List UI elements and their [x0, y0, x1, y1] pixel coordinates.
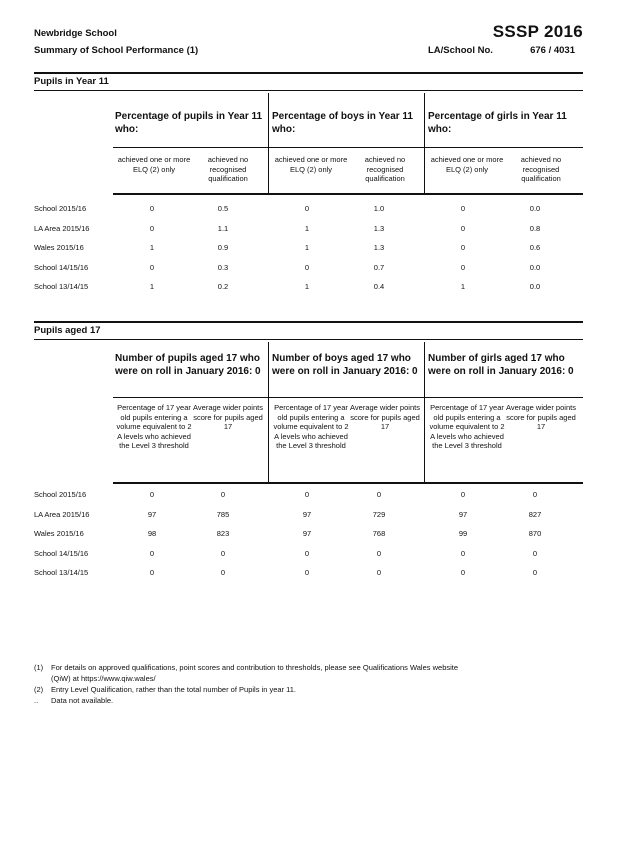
table-cell: 97 [458, 509, 468, 519]
table-cell: 1 [460, 282, 466, 291]
row-label: LA Area 2015/16 [34, 509, 90, 519]
table-cell: 1.3 [373, 243, 385, 252]
table-cell: 0 [304, 548, 310, 558]
table-cell: 0.8 [529, 223, 541, 233]
footnote-text: Entry Level Qualification, rather than the total number of Pupils in year 11. [51, 685, 296, 694]
footnote-mark: (1) [34, 663, 44, 672]
footnote-continuation: (QiW) at https://www.qiw.wales/ [51, 674, 156, 683]
row-label: School 13/14/15 [34, 282, 89, 291]
table-cell: 768 [372, 529, 386, 538]
table-cell: 823 [216, 529, 230, 538]
table-cell: 0 [220, 490, 226, 499]
section-divider [34, 72, 583, 74]
row-label: Wales 2015/16 [34, 243, 84, 252]
document-code: SSSP 2016 [492, 22, 583, 41]
column-divider [268, 93, 269, 193]
footnote-mark: .. [34, 696, 39, 705]
table-cell: 98 [147, 529, 157, 538]
report-title: Summary of School Performance (1) [34, 45, 199, 56]
table-cell: 0 [460, 490, 466, 499]
row-label: LA Area 2015/16 [34, 223, 90, 233]
table-cell: 0 [220, 568, 226, 577]
table-cell: 97 [147, 509, 157, 519]
table-cell: 0 [149, 490, 155, 499]
table-cell: 1 [304, 243, 310, 252]
table-rule [113, 147, 583, 148]
column-header: achieved no recognised qualification [364, 155, 406, 183]
table-cell: 0.6 [529, 243, 541, 252]
table-cell: 0 [460, 568, 466, 577]
table-cell: 0 [220, 548, 226, 558]
school-name: Newbridge School [34, 28, 117, 39]
section-title-year11: Pupils in Year 11 [34, 76, 109, 87]
table-cell: 1 [304, 223, 310, 233]
table-cell: 0 [460, 204, 466, 213]
table-cell: 0 [460, 262, 466, 272]
table-cell: 0.7 [373, 262, 385, 272]
column-divider [424, 93, 425, 193]
column-header: Percentage of 17 year old pupils entering a volume equivalent to 2 A levels who achieved the Level 3 threshold [273, 403, 349, 450]
table-cell: 827 [528, 509, 542, 519]
table-cell: 0.0 [529, 204, 541, 213]
footnote-3 [34, 695, 554, 706]
table-cell: 1.0 [373, 204, 385, 213]
group-heading: Number of pupils aged 17 who were on roll in January 2016: 0 [115, 353, 261, 377]
table-cell: 0 [149, 223, 155, 233]
footnote-1 [34, 662, 554, 673]
table-cell: 97 [302, 509, 312, 519]
group-heading: Percentage of pupils in Year 11 who: [115, 111, 263, 135]
column-header: Average wider points score for pupils aged 17 [506, 403, 576, 431]
table-cell: 1 [149, 282, 155, 291]
table-cell: 1.3 [373, 223, 385, 233]
footnote-mark: (2) [34, 685, 44, 694]
group-heading: Number of boys aged 17 who were on roll in January 2016: 0 [272, 353, 418, 377]
table-cell: 0.3 [217, 262, 229, 272]
table-cell: 0 [304, 204, 310, 213]
footnote-2 [34, 684, 554, 695]
table-cell: 97 [302, 529, 312, 538]
table-cell: 0 [149, 548, 155, 558]
table-cell: 0.5 [217, 204, 229, 213]
table-cell: 99 [458, 529, 468, 538]
section-title-age17: Pupils aged 17 [34, 325, 101, 336]
footnote-text: Data not available. [51, 696, 114, 705]
table-cell: 0 [304, 262, 310, 272]
column-header: achieved no recognised qualification [207, 155, 249, 183]
table-rule [113, 193, 583, 195]
table-cell: 1 [304, 282, 310, 291]
table-cell: 729 [372, 509, 386, 519]
table-cell: 0 [460, 548, 466, 558]
table-cell: 0 [376, 490, 382, 499]
footnotes [34, 662, 554, 706]
row-label: Wales 2015/16 [34, 529, 84, 538]
row-label: School 13/14/15 [34, 568, 89, 577]
table-cell: 0 [149, 262, 155, 272]
table-cell: 0 [149, 204, 155, 213]
table-cell: 0 [460, 223, 466, 233]
table-rule [113, 482, 583, 484]
table-rule [113, 397, 583, 398]
row-label: School 2015/16 [34, 490, 87, 499]
section-divider [34, 90, 583, 91]
section-divider [34, 321, 583, 323]
table-cell: 1 [149, 243, 155, 252]
column-header: Average wider points score for pupils aged 17 [350, 403, 420, 431]
column-header: Average wider points score for pupils aged 17 [193, 403, 263, 431]
table-cell: 0.4 [373, 282, 385, 291]
table-cell: 0.2 [217, 282, 229, 291]
group-heading: Percentage of boys in Year 11 who: [272, 111, 413, 135]
footnote-text: For details on approved qualifications, point scores and contribution to thresholds, please see Qualifications Wales website [51, 663, 459, 672]
column-divider [424, 342, 425, 484]
column-header: Percentage of 17 year old pupils entering a volume equivalent to 2 A levels who achieved the Level 3 threshold [429, 403, 505, 450]
table-cell: 0 [532, 568, 538, 577]
table-cell: 0 [532, 548, 538, 558]
table-cell: 0.9 [217, 243, 229, 252]
la-school-number: 676 / 4031 [530, 45, 575, 56]
section-divider [34, 339, 583, 340]
table-cell: 0 [376, 548, 382, 558]
group-heading: Number of girls aged 17 who were on roll in January 2016: 0 [428, 353, 574, 377]
table-cell: 0.0 [529, 262, 541, 272]
table-cell: 0 [304, 490, 310, 499]
table-cell: 785 [216, 509, 230, 519]
row-label: School 14/15/16 [34, 548, 89, 558]
table-cell: 0 [460, 243, 466, 252]
column-header: achieved one or more ELQ (2) only [274, 155, 348, 174]
table-cell: 870 [528, 529, 542, 538]
group-heading: Percentage of girls in Year 11 who: [428, 111, 567, 135]
la-school-label: LA/School No. [428, 45, 493, 56]
row-label: School 14/15/16 [34, 262, 89, 272]
table-cell: 0 [532, 490, 538, 499]
table-cell: 0 [376, 568, 382, 577]
row-label: School 2015/16 [34, 204, 87, 213]
column-header: Percentage of 17 year old pupils entering a volume equivalent to 2 A levels who achieved the Level 3 threshold [116, 403, 192, 450]
column-header: achieved one or more ELQ (2) only [430, 155, 504, 174]
table-cell: 0 [149, 568, 155, 577]
table-cell: 1.1 [217, 223, 229, 233]
column-header: achieved no recognised qualification [520, 155, 562, 183]
column-header: achieved one or more ELQ (2) only [117, 155, 191, 174]
table-cell: 0 [304, 568, 310, 577]
table-cell: 0.0 [529, 282, 541, 291]
column-divider [268, 342, 269, 484]
